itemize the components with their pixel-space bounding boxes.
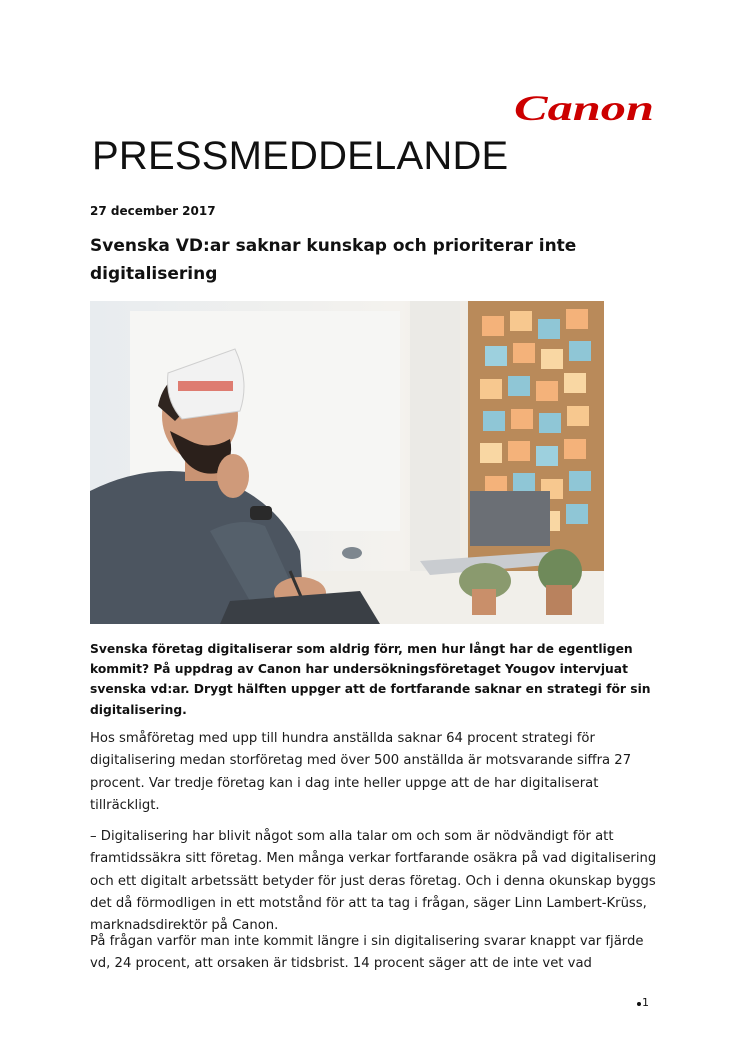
document-heading: PRESSMEDDELANDE <box>92 134 509 178</box>
hero-photo <box>90 301 604 624</box>
lead-paragraph: Svenska företag digitaliserar som aldrig förr, men hur långt har de egentligen kommit? På uppdrag av Canon har undersökningsföretaget Yougov intervjuat svenska vd:ar. Drygt hälften uppger att de fortfarande saknar en strategi för sin digitalisering. <box>90 642 651 717</box>
canon-logo <box>514 88 656 128</box>
article-title: Svenska VD:ar saknar kunskap och prioriterar inte digitalisering <box>90 236 577 284</box>
body-paragraph: På frågan varför man inte kommit längre i sin digitalisering svarar knappt var fjärde vd, 24 procent, att orsaken är tidsbrist. 14 procent säger att de inte vet vad <box>90 934 644 972</box>
page-number: 1 <box>642 996 649 1009</box>
page-number-bullet <box>637 1002 641 1006</box>
release-date: 27 december 2017 <box>90 204 216 218</box>
body-paragraph: – Digitalisering har blivit något som alla talar om och som är nödvändigt för att framtidssäkra sitt företag. Men många verkar fortfarande osäkra på vad digitalisering och ett digitalt arbetssätt betyder för just deras företag. Och i denna okunskap byggs det då förmodligen in ett motstånd för att ta tag i frågan, säger Linn Lambert-Krüss, marknadsdirektör på Canon. <box>90 829 657 934</box>
body-paragraph: Hos småföretag med upp till hundra anställda saknar 64 procent strategi för digitalisering medan storföretag med över 500 anställda är motsvarande siffra 27 procent. Var tredje företag kan i dag inte heller uppge att de har digitaliserat tillräckligt. <box>90 731 632 813</box>
logo-text: Canon <box>514 88 654 128</box>
